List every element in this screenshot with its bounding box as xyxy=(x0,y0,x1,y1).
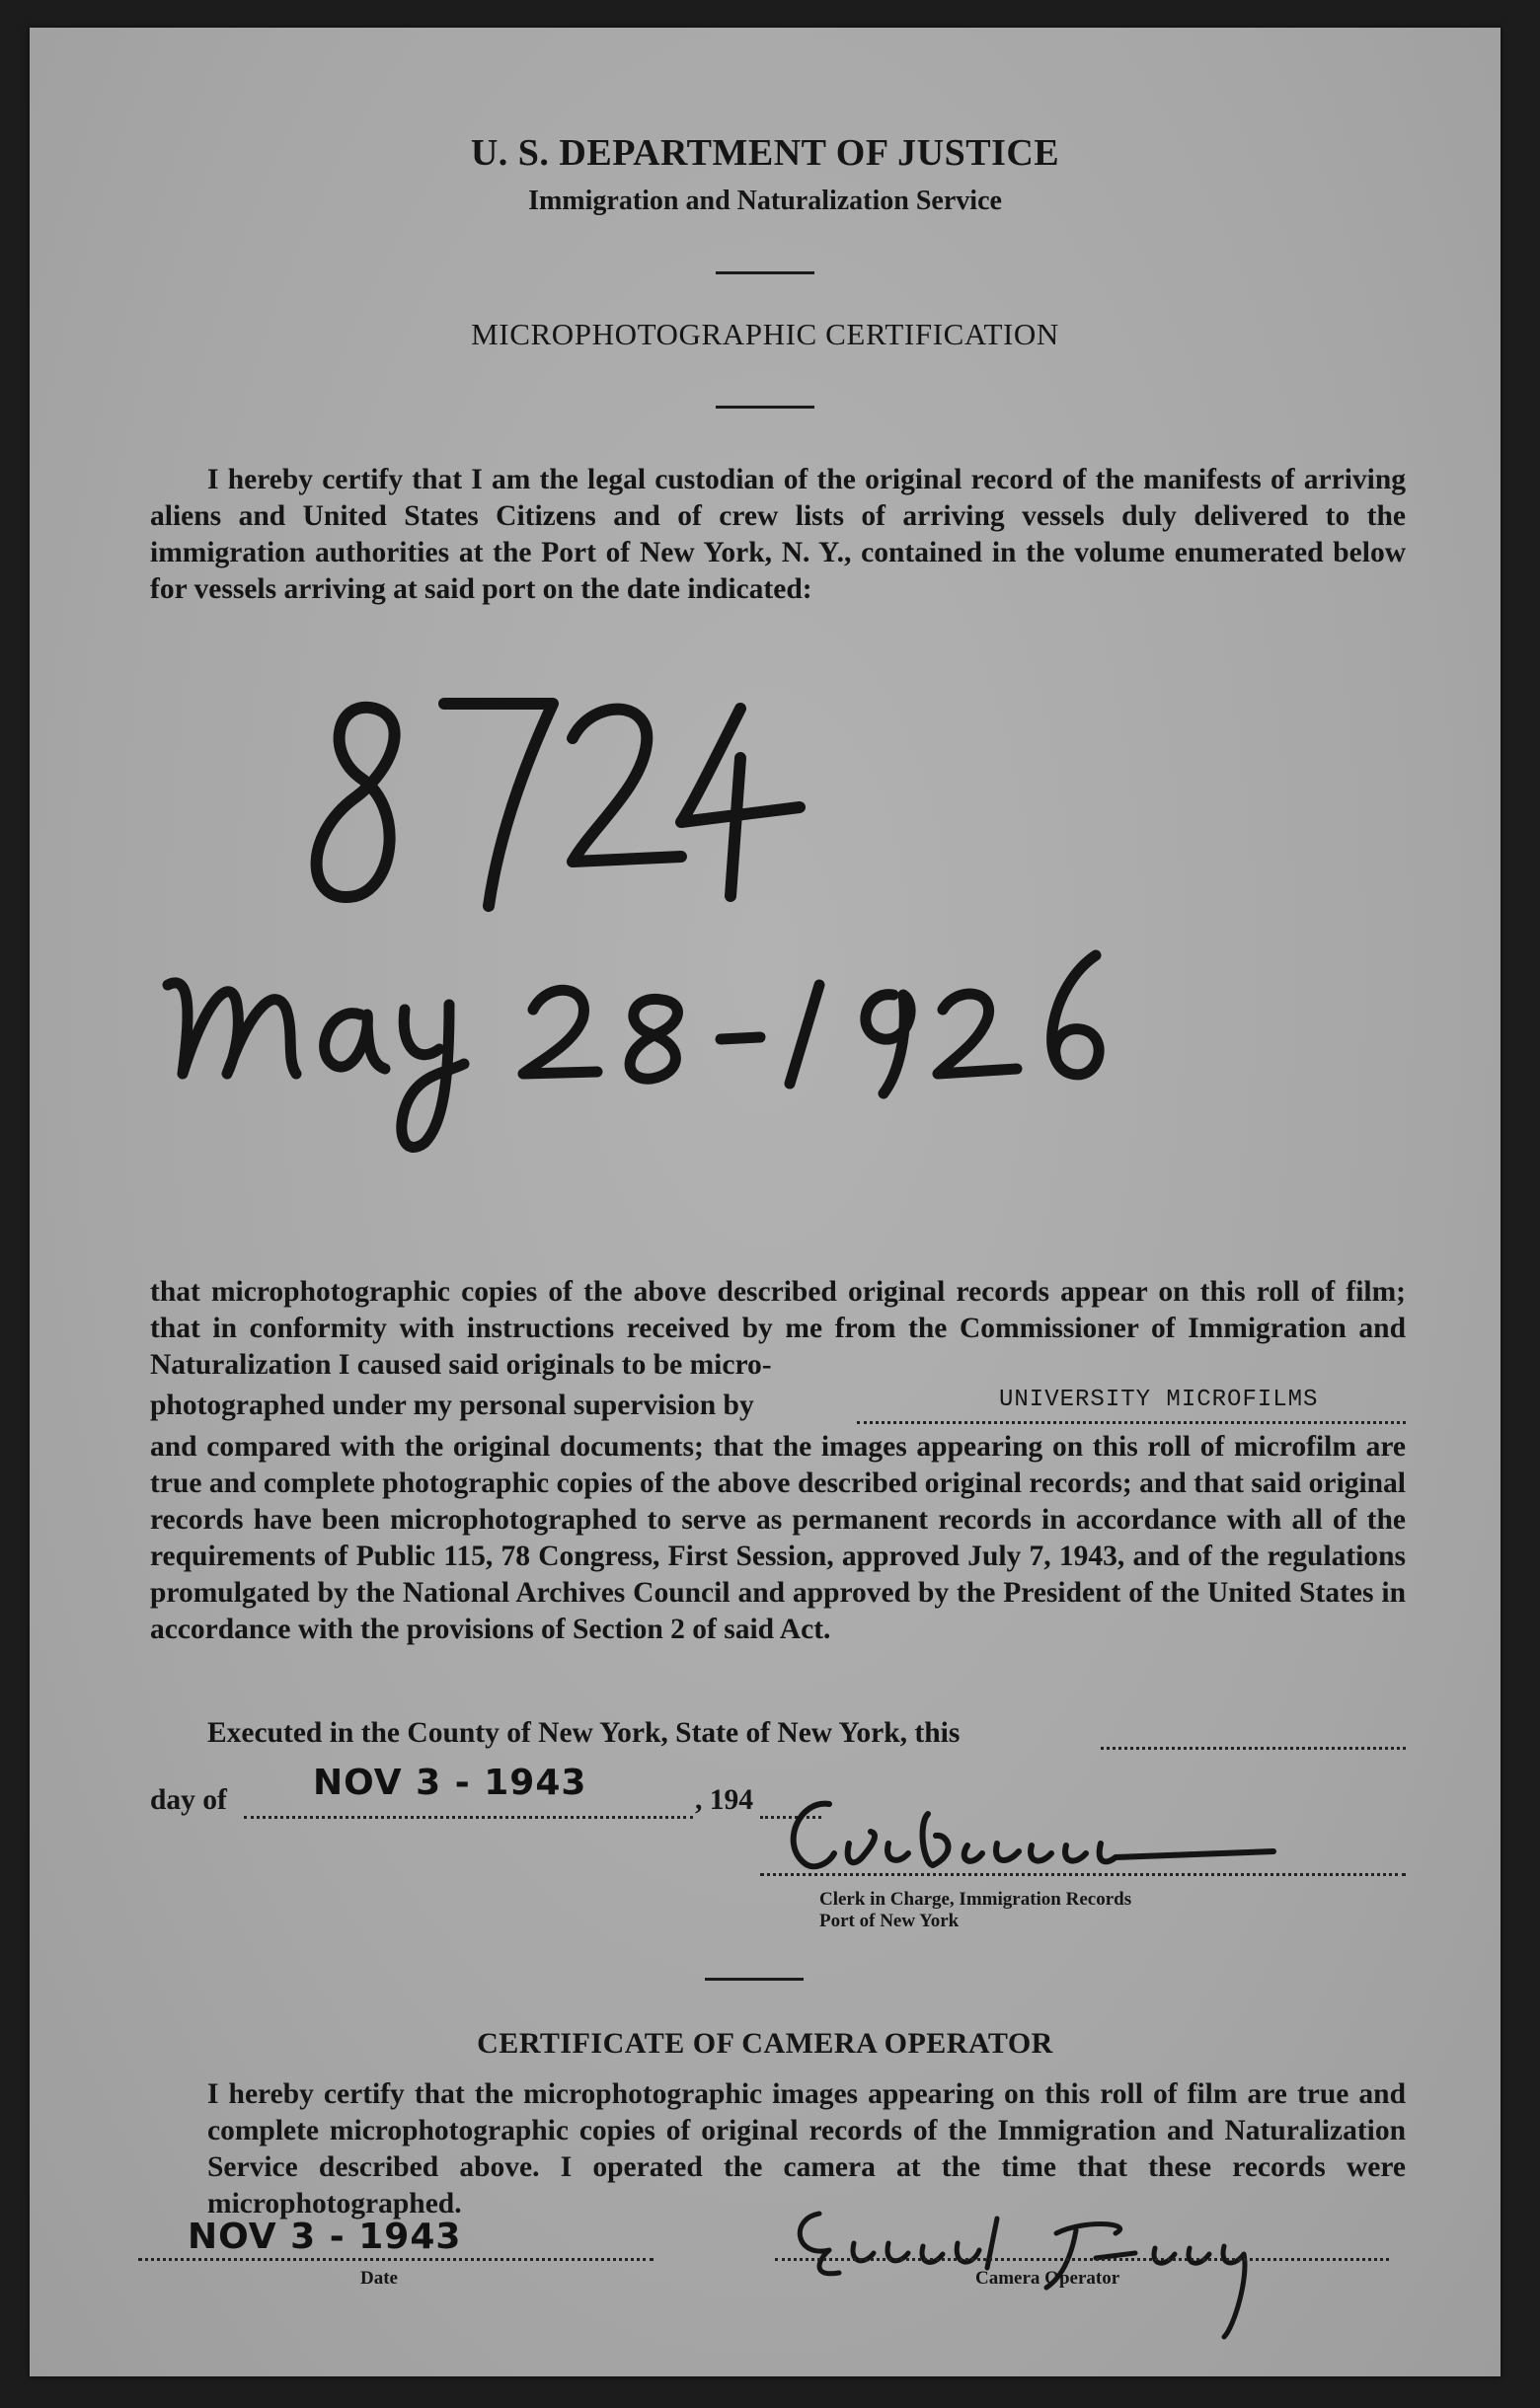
divider-top xyxy=(716,271,814,274)
day-of-dots xyxy=(244,1816,693,1819)
clerk-signature xyxy=(760,1784,1352,1893)
divider-middle xyxy=(716,406,814,409)
certificate-sheet xyxy=(30,28,1501,2376)
year-label: , 194 xyxy=(695,1784,753,1816)
certification-body-part2: and compared with the original documents; that the images appearing on this roll of microfilm are true and complete photographic copies of the above described original records; and that said original records have been microphotographed to serve as permanent records in accordance with all of the requirements of Public 115, 78 Congress, First Session, approved July 7, 1943, and of the regulations promulgated by the National Archives Council and approved by the President of the United States in accordance with the provisions of Section 2 of said Act. xyxy=(150,1431,1406,1645)
clerk-title-line2: Port of New York xyxy=(819,1911,960,1931)
handwritten-volume-and-date xyxy=(148,659,1431,1172)
certification-body-part1: that microphotographic copies of the above described original records appear on this roll of film; that in conformity with instructions received by me from the Commissioner of Immigration and Naturalization I caused said originals to be micro- xyxy=(150,1276,1406,1381)
executed-dots xyxy=(1101,1747,1406,1750)
executed-text: Executed in the County of New York, State of New York, this xyxy=(207,1717,961,1749)
clerk-signature-line xyxy=(760,1873,1406,1876)
camera-operator-label: Camera Operator xyxy=(975,2268,1120,2289)
executed-date-stamp: NOV 3 - 1943 xyxy=(313,1763,587,1803)
photographed-by-dots xyxy=(857,1421,1406,1424)
certification-intro xyxy=(150,462,1406,608)
service-subheading: Immigration and Naturalization Service xyxy=(528,186,1002,216)
handwritten-date xyxy=(168,955,1099,1147)
executed-line xyxy=(207,1717,1406,1757)
camera-operator-text: I hereby certify that the microphotographic images appearing on this roll of film are true and complete microphotographic copies of original records of the Immigration and Naturalization Service described above. I operated the camera at the time that these records were microphotographed. xyxy=(207,2078,1406,2220)
photographed-by-line xyxy=(150,1387,1406,1429)
intro-text: I hereby certify that I am the legal custodian of the original record of the manifests of arriving aliens and United States Citizens and of crew lists of arriving vessels duly delivered to the immigration authorities at the Port of New York, N. Y., contained in the volume enumerated below for vessels arriving at said port on the date indicated: xyxy=(150,464,1406,605)
camera-operator-title: CERTIFICATE OF CAMERA OPERATOR xyxy=(477,2027,1053,2060)
clerk-title xyxy=(819,1889,1131,1932)
photographed-by-label: photographed under my personal supervision by xyxy=(150,1390,754,1421)
camera-date-stamp: NOV 3 - 1943 xyxy=(188,2217,462,2257)
handwritten-volume xyxy=(317,704,800,906)
divider-bottom xyxy=(705,1978,804,1981)
camera-operator-line xyxy=(775,2258,1389,2261)
clerk-title-line1: Clerk in Charge, Immigration Records xyxy=(819,1889,1132,1910)
photographed-by-value: UNIVERSITY MICROFILMS xyxy=(999,1387,1319,1413)
day-of-label: day of xyxy=(150,1784,227,1816)
department-heading: U. S. DEPARTMENT OF JUSTICE xyxy=(470,132,1060,174)
camera-date-label: Date xyxy=(360,2268,398,2289)
camera-date-line xyxy=(138,2258,654,2261)
section-title: MICROPHOTOGRAPHIC CERTIFICATION xyxy=(471,317,1059,351)
